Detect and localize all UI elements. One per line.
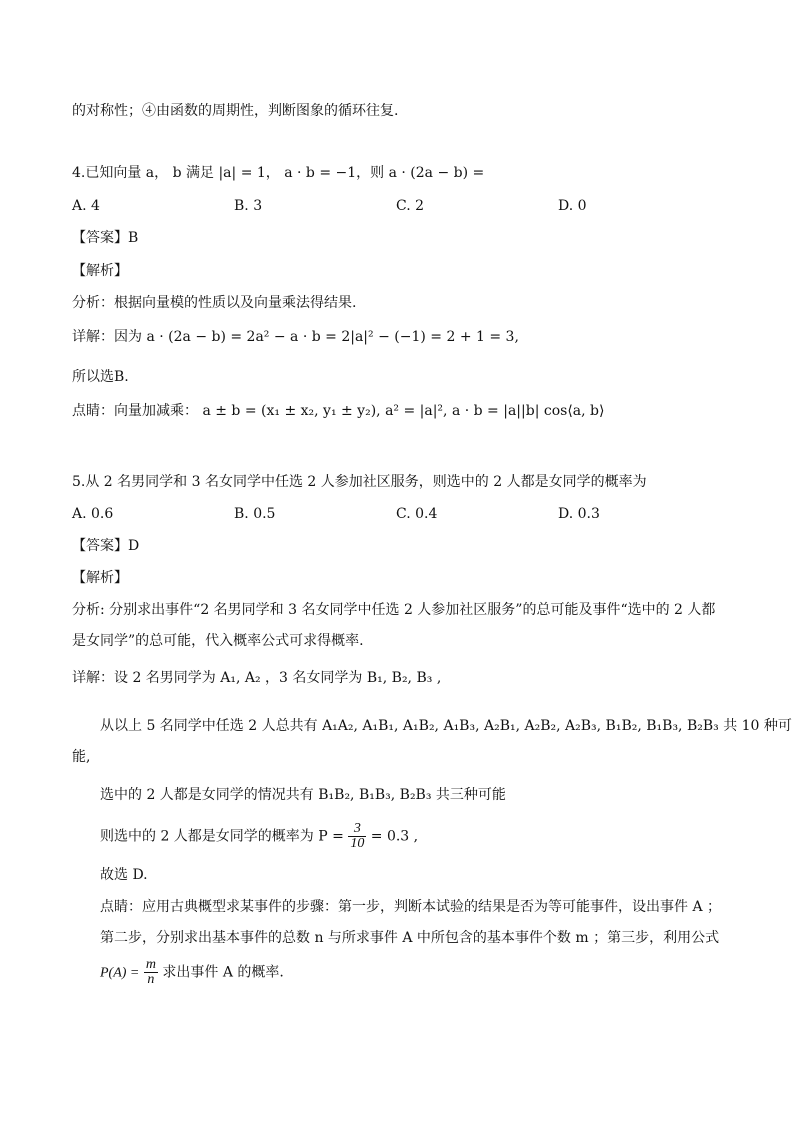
top-line: 的对称性；④由函数的周期性，判断图象的循环往复. (72, 103, 399, 119)
q5-para3-post: = 0.3 , (370, 828, 419, 845)
q5-analysis-tag: 【解析】 (72, 570, 128, 586)
q5-dianjing-line1: 点睛：应用古典概型求某事件的步骤：第一步，判断本试验的结果是否为等可能事件，设出事件 A ； (100, 899, 722, 915)
q4-xiangjie: 详解：因为 a · (2a − b) = 2a² − a · b = 2|a|² − (−1) = 2 + 1 = 3, (72, 329, 519, 345)
q5-dianjing-line3 (100, 958, 284, 987)
q4-option-a: A. 4 (72, 198, 100, 214)
q5-dj3-denominator: n (147, 972, 155, 987)
q5-fenxi-line2: 是女同学”的总可能，代入概率公式可求得概率. (72, 633, 364, 649)
q5-dianjing-line2: 第二步，分别求出基本事件的总数 n 与所求事件 A 中所包含的基本事件个数 m ；第三步，利用公式 (100, 930, 720, 946)
q5-fraction (348, 822, 366, 851)
q4-answer-tag: 【答案】B (72, 230, 139, 246)
q5-option-d: D. 0.3 (558, 506, 600, 522)
q5-dj3-numerator: m (145, 957, 156, 972)
q5-answer-tag: 【答案】D (72, 538, 140, 554)
q5-para3-pre: 则选中的 2 人都是女同学的概率为 P = (100, 828, 344, 845)
q4-fenxi: 分析：根据向量模的性质以及向量乘法得结果. (72, 295, 357, 311)
q5-para1-line2: 能, (72, 749, 91, 765)
q5-fenxi-line1: 分析: 分别求出事件“2 名男同学和 3 名女同学中任选 2 人参加社区服务”的总可能及事件“选中的 2 人都 (72, 602, 716, 618)
q4-option-c: C. 2 (396, 198, 425, 214)
q5-fraction-numerator: 3 (348, 822, 366, 837)
q5-xiangjie: 详解：设 2 名男同学为 A₁, A₂ ，3 名女同学为 B₁, B₂, B₃ , (72, 670, 442, 686)
q5-fraction-denominator: 10 (350, 836, 365, 851)
q5-option-a: A. 0.6 (72, 506, 114, 522)
q4-dianjing: 点睛：向量加减乘： a ± b = (x₁ ± x₂, y₁ ± y₂), a² = |a|², a · b = |a||b| cos⟨a, b⟩ (72, 403, 605, 419)
q5-option-c: C. 0.4 (396, 506, 438, 522)
q5-option-b: B. 0.5 (234, 506, 276, 522)
q5-dj3-post: 求出事件 A 的概率. (162, 964, 284, 981)
q5-dj3-pre: P(A) = (100, 965, 140, 981)
q4-stem: 4.已知向量 a， b 满足 |a| = 1， a · b = −1，则 a · (2a − b) = (72, 165, 485, 181)
q4-option-b: B. 3 (234, 198, 263, 214)
q5-para2: 选中的 2 人都是女同学的情况共有 B₁B₂, B₁B₃, B₂B₃ 共三种可能 (100, 787, 506, 803)
q5-stem: 5.从 2 名男同学和 3 名女同学中任选 2 人参加社区服务，则选中的 2 人都是女同学的概率为 (72, 474, 647, 490)
q4-conclusion: 所以选B. (72, 369, 129, 385)
q5-para4: 故选 D. (100, 867, 148, 883)
q5-para1-line1: 从以上 5 名同学中任选 2 人总共有 A₁A₂, A₁B₁, A₁B₂, A₁B₃, A₂B₁, A₂B₂, A₂B₃, B₁B₂, B₁B₃, B₂B₃ 共 10 种可 (100, 718, 792, 734)
q4-analysis-tag: 【解析】 (72, 263, 128, 279)
q5-para3 (100, 822, 418, 851)
q4-option-d: D. 0 (558, 198, 587, 214)
q5-dj3-fraction (144, 958, 158, 987)
